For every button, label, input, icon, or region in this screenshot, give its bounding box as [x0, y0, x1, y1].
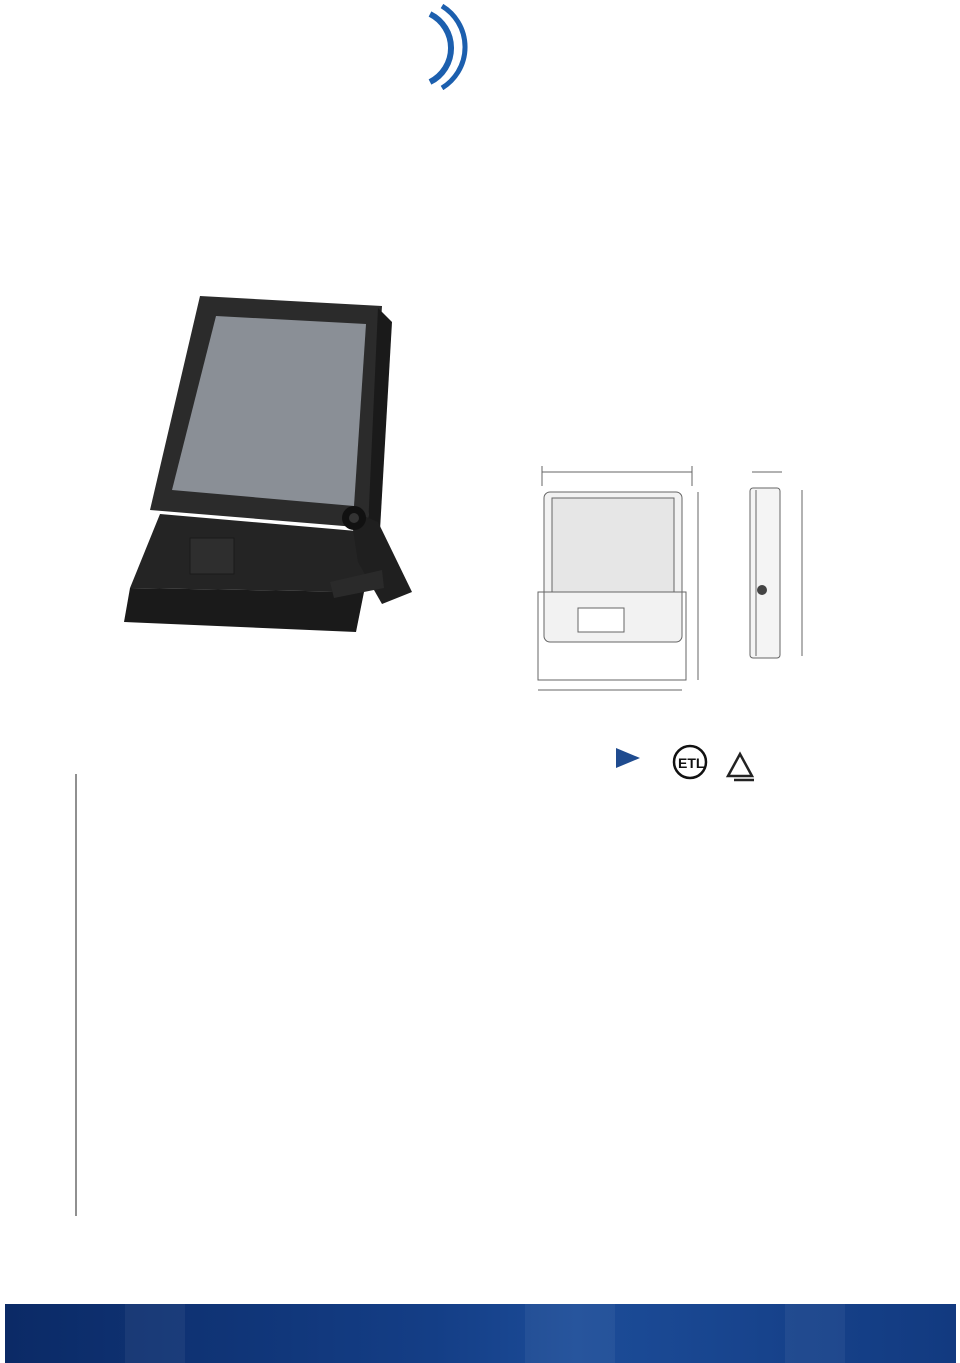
svg-text:ETL: ETL	[678, 755, 705, 771]
certification-logos	[536, 714, 906, 800]
beam-chart	[40, 772, 518, 1266]
recycle-icon	[728, 754, 754, 780]
cree-arrow-icon	[616, 748, 640, 768]
dimension-drawing	[532, 460, 832, 700]
vanpee-logo	[42, 2, 472, 90]
logo-arc-icon	[430, 14, 451, 82]
footer-band	[5, 1304, 956, 1363]
floodlight-image	[120, 292, 420, 642]
